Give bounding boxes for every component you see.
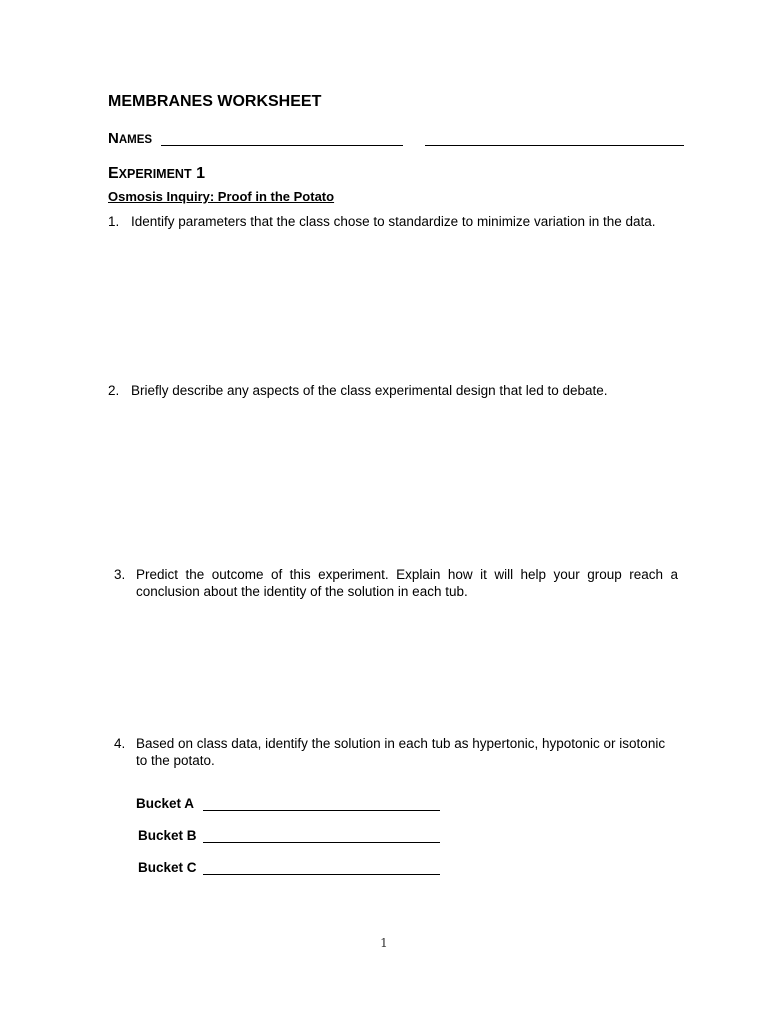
answer-area-1[interactable] — [131, 240, 681, 370]
answer-area-2[interactable] — [131, 410, 681, 555]
page-number: 1 — [380, 936, 388, 950]
experiment-number: 1 — [196, 165, 205, 182]
question-3 — [114, 566, 680, 606]
bucket-c-answer-line[interactable] — [203, 874, 440, 875]
name-line-1[interactable] — [161, 145, 403, 146]
experiment-rest: XPERIMENT — [118, 167, 192, 181]
question-1-text: Identify parameters that the class chose to standardize to minimize variation in the data. — [131, 214, 656, 229]
bucket-b-answer-line[interactable] — [203, 842, 440, 843]
question-2-number: 2. — [108, 383, 120, 398]
names-label-initial: N — [108, 130, 119, 147]
answer-area-3[interactable] — [136, 610, 681, 725]
names-label — [108, 130, 152, 147]
names-label-rest: AMES — [118, 134, 153, 146]
name-line-2[interactable] — [425, 145, 684, 146]
question-1 — [108, 213, 688, 233]
bucket-a-answer-line[interactable] — [203, 810, 440, 811]
bucket-b-label: Bucket B — [138, 828, 197, 843]
experiment-subtitle: Osmosis Inquiry: Proof in the Potato — [108, 189, 335, 204]
experiment-initial: E — [108, 165, 119, 182]
question-3-number: 3. — [114, 567, 126, 582]
question-3-text: Predict the outcome of this experiment. Explain how it will help your group reach a conclusion about the identity of the solution in each tub. — [136, 567, 678, 599]
question-2-text: Briefly describe any aspects of the class experimental design that led to debate. — [131, 383, 608, 398]
question-4 — [114, 735, 680, 775]
page-title: MEMBRANES WORKSHEET — [108, 93, 322, 110]
question-2 — [108, 382, 688, 402]
question-4-number: 4. — [114, 736, 126, 751]
experiment-heading — [108, 165, 205, 183]
bucket-c-label: Bucket C — [138, 860, 197, 875]
question-4-text: Based on class data, identify the solution in each tub as hypertonic, hypotonic or isotonic to the potato. — [136, 736, 666, 768]
bucket-a-label: Bucket A — [136, 796, 195, 811]
question-1-number: 1. — [108, 214, 120, 229]
